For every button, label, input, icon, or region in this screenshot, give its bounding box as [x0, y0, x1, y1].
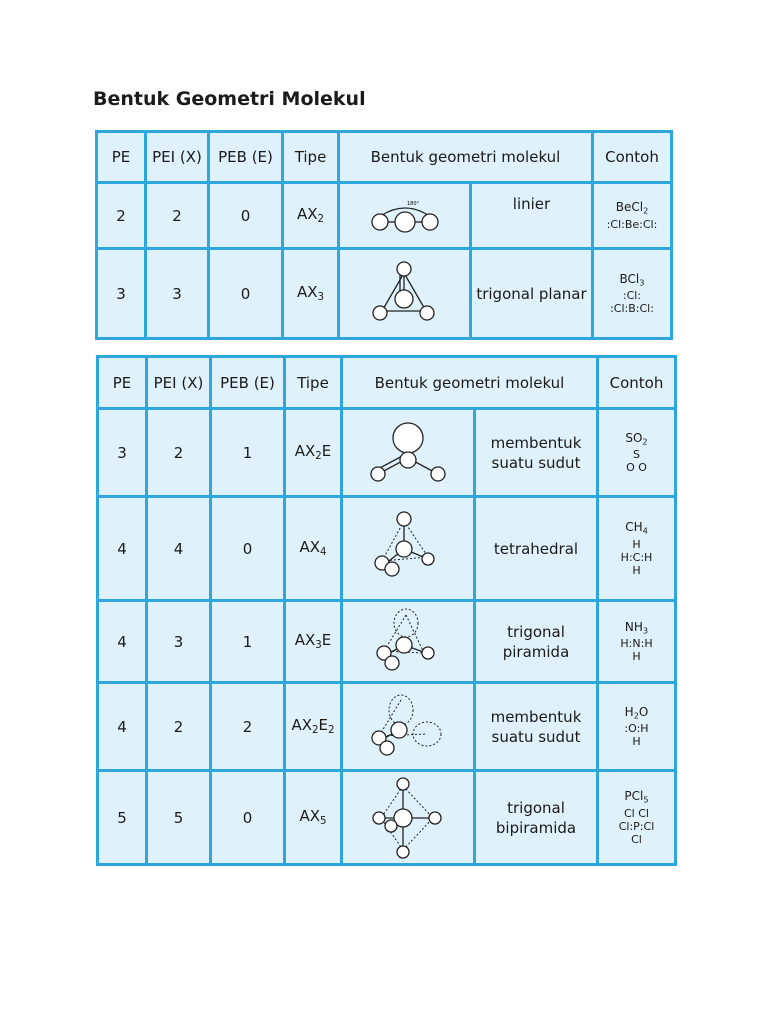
shape-diagram-cell [342, 497, 475, 601]
pe-cell: 5 [98, 771, 147, 865]
header-tipe: Tipe [283, 132, 339, 183]
pei-cell: 5 [147, 771, 211, 865]
shape-diagram-cell [342, 409, 475, 497]
table-row [97, 183, 672, 249]
shape-name-line2: suatu sudut [491, 727, 581, 746]
lewis-structure-bottom: H [632, 735, 641, 749]
example-formula: PCl$_5$ [624, 789, 649, 805]
lewis-structure: :Cl:B:Cl: [610, 302, 654, 316]
shape-name: linier [512, 195, 551, 213]
shape-name-line2: bipiramida [495, 818, 577, 837]
lewis-structure-bottom: H [632, 650, 641, 664]
shape-diagram-cell [339, 183, 471, 249]
header-pei: PEI (X) [147, 357, 211, 409]
table-row [98, 683, 676, 771]
header-contoh: Contoh [598, 357, 676, 409]
shape-name-cell [475, 683, 598, 771]
shape-name-line1: membentuk [490, 707, 582, 726]
geometry-table-2 [96, 355, 677, 866]
lewis-structure-bottom: H [632, 563, 641, 577]
peb-cell: 1 [211, 409, 285, 497]
example-formula: BCl$_3$ [619, 271, 645, 288]
lewis-structure-top: :Cl: [622, 289, 642, 303]
lewis-structure: :Cl:Be:Cl: [606, 217, 658, 231]
shape-name-line1: trigonal [507, 798, 565, 817]
example-formula: BeCl$_2$ [615, 200, 649, 216]
shape-name-line1: trigonal [507, 622, 565, 641]
example-cell [598, 601, 676, 683]
example-cell [598, 683, 676, 771]
table-row [98, 771, 676, 865]
pei-cell: 3 [146, 249, 209, 339]
shape-name: tetrahedral [493, 539, 579, 558]
trigonal-bipyramid-diagram [363, 776, 453, 860]
lewis-structure-bottom: Cl [631, 832, 642, 846]
example-formula: $NH_3$ [624, 619, 649, 636]
bent-tetrahedral-diagram [363, 690, 453, 764]
lewis-structure-top: H [632, 537, 641, 551]
tipe-cell: $AX_5$ [285, 771, 342, 865]
header-peb: PEB (E) [211, 357, 285, 409]
example-formula: $CH_4$ [625, 520, 648, 536]
linear-molecule-diagram [350, 196, 460, 236]
geometry-table-1 [95, 130, 673, 340]
header-bentuk: Bentuk geometri molekul [339, 132, 593, 183]
document-title: Bentuk Geometri Molekul [93, 88, 366, 110]
bent-molecule-diagram [358, 418, 458, 488]
table-header-row [98, 357, 676, 409]
tipe-cell: $AX_2E_2$ [285, 683, 342, 771]
shape-diagram-cell [342, 771, 475, 865]
table-row [98, 497, 676, 601]
lewis-structure: H:C:H [620, 550, 653, 564]
header-pei: PEI (X) [146, 132, 209, 183]
example-cell [598, 771, 676, 865]
shape-diagram-cell [342, 683, 475, 771]
shape-name-cell [475, 771, 598, 865]
shape-name-cell [475, 601, 598, 683]
example-formula: $H_2O$ [624, 704, 649, 721]
lewis-structure: Cl:P:Cl [618, 819, 655, 833]
pei-cell: 2 [147, 683, 211, 771]
example-cell [593, 249, 672, 339]
table-row [98, 601, 676, 683]
header-tipe: Tipe [285, 357, 342, 409]
header-peb: PEB (E) [209, 132, 283, 183]
peb-cell: 1 [211, 601, 285, 683]
peb-cell: 0 [209, 249, 283, 339]
tipe-cell: $AX_2$ [283, 183, 339, 249]
example-cell [598, 497, 676, 601]
pe-cell: 3 [98, 409, 147, 497]
peb-cell: 2 [211, 683, 285, 771]
table-row [98, 409, 676, 497]
pei-cell: 3 [147, 601, 211, 683]
pe-cell: 4 [98, 601, 147, 683]
pe-cell: 4 [98, 683, 147, 771]
tipe-cell: $AX_2E$ [285, 409, 342, 497]
peb-cell: 0 [211, 497, 285, 601]
table-row [97, 249, 672, 339]
lewis-structure: O O [626, 461, 647, 475]
tipe-cell: $AX_3$ [283, 249, 339, 339]
shape-diagram-cell [342, 601, 475, 683]
tipe-cell: $AX_3E$ [285, 601, 342, 683]
trigonal-planar-diagram [360, 259, 450, 329]
header-pe: PE [98, 357, 147, 409]
lewis-structure: H:N:H [620, 637, 653, 651]
lewis-structure-top: Cl Cl [624, 806, 649, 820]
tetrahedral-diagram [368, 509, 448, 589]
pe-cell: 4 [98, 497, 147, 601]
header-contoh: Contoh [593, 132, 672, 183]
tipe-cell: $AX_4$ [285, 497, 342, 601]
pei-cell: 2 [146, 183, 209, 249]
shape-diagram-cell [339, 249, 471, 339]
peb-cell: 0 [211, 771, 285, 865]
header-bentuk: Bentuk geometri molekul [342, 357, 598, 409]
shape-name-line1: membentuk [490, 433, 582, 452]
shape-name: trigonal planar [476, 284, 587, 303]
example-formula: $SO_2$ [625, 430, 648, 447]
shape-name-cell [471, 183, 593, 249]
lewis-structure: :O:H [624, 722, 649, 736]
svg-text:180°: 180° [406, 200, 419, 207]
shape-name-cell [475, 497, 598, 601]
trigonal-pyramid-diagram [368, 605, 448, 679]
header-pe: PE [97, 132, 146, 183]
pe-cell: 2 [97, 183, 146, 249]
shape-name-cell [475, 409, 598, 497]
shape-name-cell [471, 249, 593, 339]
example-cell [593, 183, 672, 249]
shape-name-line2: piramida [502, 642, 570, 661]
pe-cell: 3 [97, 249, 146, 339]
peb-cell: 0 [209, 183, 283, 249]
shape-name-line2: suatu sudut [491, 453, 581, 472]
table-header-row [97, 132, 672, 183]
pei-cell: 2 [147, 409, 211, 497]
pei-cell: 4 [147, 497, 211, 601]
example-cell [598, 409, 676, 497]
lewis-structure-top: S [633, 448, 640, 462]
